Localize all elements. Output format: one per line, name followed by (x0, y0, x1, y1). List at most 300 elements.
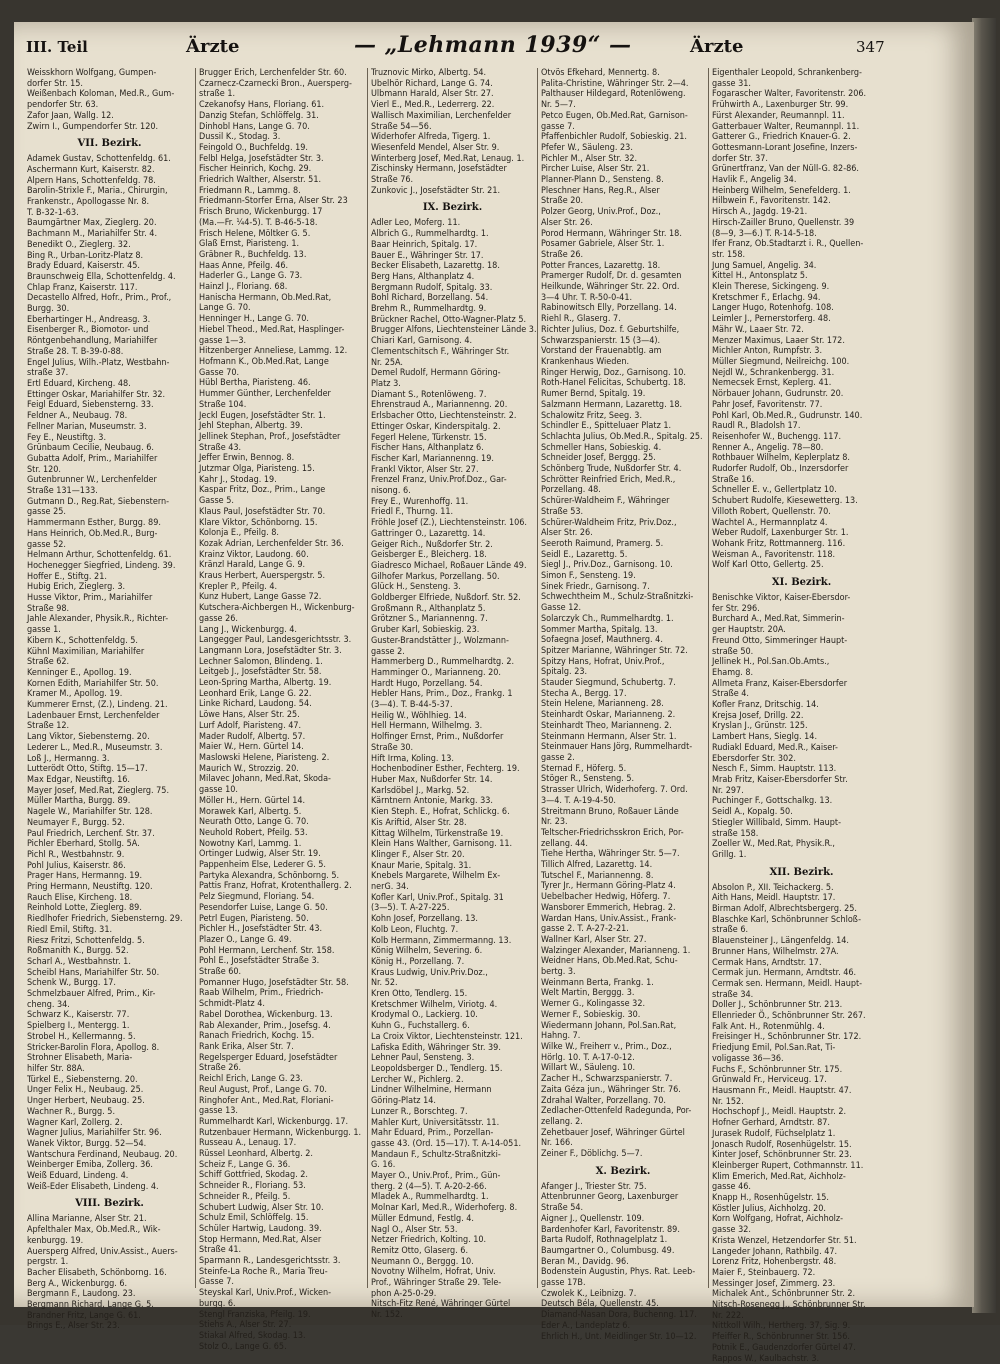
directory-entry: Decastello Alfred, Hofr., Prim., Prof., (27, 293, 172, 304)
directory-entry: Planner-Plann D., Sensteng. 8. (541, 175, 664, 186)
directory-entry: Mayer Josef, Med.Rat, Zieglerg. 75. (27, 785, 170, 796)
directory-entry: Gruber Karl, Sobieskig. 23. (371, 625, 480, 636)
directory-entry: Zwirn I., Gumpendorfer Str. 120. (27, 121, 159, 132)
directory-entry: Novotny Wilhelm, Hofrat, Univ. (371, 1267, 496, 1278)
directory-entry: Straße 104. (199, 399, 247, 410)
directory-entry: Fogarascher Walter, Favoritenstr. 206. (712, 89, 867, 100)
directory-entry: Klim Emerich, Med.Rat, Aichholz- (712, 1171, 846, 1182)
directory-entry: Cermak sen. Hermann, Meidl. Haupt- (712, 978, 863, 989)
directory-entry: burgg. 6. (199, 1298, 236, 1309)
directory-entry: Leitgeb J., Josefstädter Str. 58. (199, 667, 322, 678)
directory-entry: Weber Rudolf, Laxenburger Str. 1. (712, 528, 849, 539)
directory-entry: Karlsdöbel J., Markg. 52. (371, 785, 470, 796)
directory-entry: Gräbner R., Buchfeldg. 13. (199, 249, 307, 260)
directory-entry: Kozak Adrian, Lerchenfelder Str. 36. (199, 538, 344, 549)
directory-entry: Hoffer E., Stiftg. 21. (27, 571, 107, 582)
column-5 (708, 68, 894, 1364)
directory-entry: Schulz Emil, Schlöffelg. 15. (199, 1213, 309, 1224)
directory-entry: Pelz Siegmund, Floriang. 54. (199, 892, 315, 903)
directory-entry: gasse 31. (712, 78, 751, 89)
directory-entry: Schenk W., Burgg. 17. (27, 978, 116, 989)
directory-entry: Ortinger Ludwig, Alser Str. 19. (199, 849, 321, 860)
directory-entry: Hofmann K., Ob.Med.Rat, Lange (199, 356, 329, 367)
directory-entry: Gubatta Adolf, Prim., Mariahilfer (27, 453, 158, 464)
directory-entry: Wachner R., Burgg. 5. (27, 1106, 116, 1117)
directory-entry: Truznovic Mirko, Albertg. 54. (371, 68, 487, 78)
directory-entry: Ubelhör Richard, Lange G. 74. (371, 78, 493, 89)
directory-entry: str. 158. (712, 249, 746, 260)
directory-entry: Türkel E., Siebensterng. 20. (27, 1074, 138, 1085)
directory-entry: Stricker-Barolin Flora, Apollog. 8. (27, 1042, 160, 1053)
directory-entry: Ehamg. 8. (712, 667, 754, 678)
directory-entry: Scheiz F., Lange G. 36. (199, 1159, 291, 1170)
directory-entry: Klinger F., Alser Str. 20. (371, 849, 465, 860)
directory-entry: Hebler Hans, Prim., Doz., Frankg. 1 (371, 689, 513, 700)
directory-entry: Pleschner Hans, Reg.R., Alser (541, 185, 660, 196)
directory-entry: Knaur Marie, Spitalg. 31. (371, 860, 472, 871)
directory-entry: Rummelhardt Karl, Wickenburgg. 17. (199, 1116, 349, 1127)
directory-entry: Pesendorfer Luise, Lange G. 50. (199, 902, 328, 913)
directory-entry: Hübl Bertha, Piaristeng. 46. (199, 378, 311, 389)
directory-entry: Hörlg. 10. T. A-17-0-12. (541, 1052, 635, 1063)
directory-entry: hilfer Str. 88A. (27, 1063, 85, 1074)
directory-entry: Rabinowitsch Elly, Porzellang. 14. (541, 303, 677, 314)
directory-entry: Becker Elisabeth, Lazarettg. 18. (371, 261, 500, 272)
directory-entry: Kuhn G., Fuchstallerg. 6. (371, 1021, 470, 1032)
directory-entry: Zacher H., Schwarzspanierstr. 7. (541, 1074, 673, 1085)
directory-entry: Jellinek Stephan, Prof., Josefstädter (199, 431, 341, 442)
directory-entry: Chiari Karl, Garnisong. 4. (371, 336, 473, 347)
directory-entry: Straße 131—133. (27, 486, 98, 497)
directory-entry: Knebels Margarete, Wilhelm Ex- (371, 871, 501, 882)
directory-entry: Geiger Rich., Nußdorfer Str. 2. (371, 539, 493, 550)
directory-entry: Weiß-Eder Elisabeth, Lindeng. 4. (27, 1181, 159, 1192)
directory-entry: Lutterödt Otto, Stiftg. 15—17. (27, 764, 148, 775)
directory-entry: Frankenstr., Apollogasse Nr. 8. (27, 197, 150, 208)
directory-entry: Jellinek H., Pol.San.Ob.Amts., (712, 657, 830, 668)
directory-entry: Pohl E., Josefstädter Straße 3. (199, 956, 320, 967)
directory-entry: Ellenrieder Ö., Schönbrunner Str. 267. (712, 1011, 866, 1022)
directory-entry: Remitz Otto, Glaserg. 6. (371, 1245, 469, 1256)
directory-entry: gasse 17B. (541, 1278, 586, 1289)
directory-entry: Russeau A., Lenaug. 17. (199, 1138, 297, 1149)
directory-entry: Hainzl J., Floriang. 68. (199, 282, 288, 293)
district-heading: IX. Bezirk. (422, 202, 483, 214)
directory-entry: voligasse 36—36. (712, 1053, 784, 1064)
directory-entry: Kinter Josef, Schönbrunner Str. 23. (712, 1150, 852, 1161)
directory-entry: Kren Otto, Tendlerg. 15. (371, 989, 468, 1000)
directory-entry: straße 6. (712, 925, 749, 936)
directory-entry: Nr. 152. (712, 1096, 744, 1107)
directory-entry: Falk Ant. H., Rotenmühlg. 4. (712, 1021, 825, 1032)
directory-entry: Straße 53. (541, 506, 584, 517)
directory-entry: Kaspar Fritz, Doz., Prim., Lange (199, 485, 326, 496)
directory-entry: Alser Str. 26. (541, 528, 593, 539)
directory-entry: Mladek A., Rummelhardtg. 1. (371, 1192, 489, 1203)
directory-entry: Straße 76. (371, 175, 414, 186)
directory-entry: Aschermann Kurt, Kaiserstr. 82. (27, 164, 155, 175)
directory-entry: Straße 30. (371, 742, 414, 753)
directory-entry: Zunkovic J., Josefstädter Str. 21. (371, 185, 501, 196)
directory-entry: Weidner Hans, Ob.Med.Rat, Schu- (541, 956, 678, 967)
directory-entry: Straße 20. (541, 196, 584, 207)
directory-entry: Lercher W., Pichlerg. 2. (371, 1074, 464, 1085)
directory-entry: Hilbwein F., Favoritenstr. 142. (712, 196, 831, 207)
directory-entry: Hammermann Esther, Burgg. 89. (27, 518, 161, 529)
listing-columns (14, 68, 974, 1364)
directory-entry: Klare Viktor, Schönborng. 15. (199, 517, 318, 528)
directory-entry: Alpern Hans, Schottenfeldg. 78. (27, 175, 156, 186)
directory-entry: Hirsch A., Jagdg. 19-21. (712, 207, 808, 218)
directory-entry: Lafiska Edith, Währinger Str. 39. (371, 1042, 501, 1053)
directory-entry: Pichler M., Alser Str. 32. (541, 153, 638, 164)
directory-entry: Kraus Ludwig, Univ.Priv.Doz., (371, 967, 488, 978)
directory-entry: Ringhofer Ant., Med.Rat, Floriani- (199, 1095, 334, 1106)
directory-entry: Wagner Julius, Mariahilfer Str. 96. (27, 1128, 162, 1139)
directory-entry: Krista Wenzel, Hetzendorfer Str. 51. (712, 1235, 857, 1246)
directory-entry: (3—5). T. A-27-225. (371, 903, 450, 914)
directory-entry: Engel Julius, Wilh.-Platz, Westbahn- (27, 357, 170, 368)
directory-entry: gasse 2. (541, 753, 575, 763)
directory-entry: Kis Ariftid, Alser Str. 28. (371, 817, 467, 828)
directory-entry: Mähr W., Laaer Str. 72. (712, 324, 804, 335)
directory-entry: G. 16. (371, 1160, 396, 1171)
directory-entry: Hochenegger Siegfried, Lindeng. 39. (27, 560, 176, 571)
directory-entry: Lurf Adolf, Piaristeng. 47. (199, 720, 302, 731)
directory-entry: Kittel H., Antonsplatz 5. (712, 271, 808, 282)
directory-entry: 3—4 Uhr. T. R-50-0-41. (541, 292, 633, 303)
directory-entry: Diamand-Nasan Dora, Buchenng. 117. (541, 1310, 697, 1321)
directory-entry: pendorfer Str. 63. (27, 100, 99, 111)
directory-entry: Nr. 5—7. (541, 100, 576, 111)
page-header (14, 32, 974, 62)
directory-entry: Steinfe-La Roche R., Maria Treu- (199, 1266, 328, 1277)
directory-entry: Hitzenberger Anneliese, Lammg. 12. (199, 346, 348, 357)
directory-entry: Mandaun F., Schultz-Straßnitzki- (371, 1149, 501, 1160)
directory-entry: Reul August, Prof., Lange G. 70. (199, 1084, 327, 1095)
directory-entry: nerG. 34. (371, 882, 409, 893)
directory-entry: (Ma.—Fr. ¼4-5). T. B-46-5-18. (199, 217, 318, 228)
directory-entry: Brugger Erich, Lerchenfelder Str. 60. (199, 68, 347, 78)
directory-entry: Diamant S., Rotenlöweng. 7. (371, 389, 487, 400)
directory-entry: Czarnecz-Czarnecki Bron., Auersperg- (199, 78, 352, 89)
directory-entry: Löwe Hans, Alser Str. 25. (199, 710, 300, 721)
directory-entry: Henninger H., Lange G. 70. (199, 314, 309, 325)
directory-entry: Dinhobl Hans, Lange G. 70. (199, 121, 310, 132)
directory-entry: Ulbmann Harald, Alser Str. 27. (371, 89, 494, 100)
directory-entry: Rab Alexander, Prim., Josefsg. 4. (199, 1020, 331, 1031)
directory-entry: Pramerger Rudolf, Dr. d. gesamten (541, 271, 682, 282)
directory-entry: Pohl Hermann, Lerchenf. Str. 158. (199, 945, 335, 956)
directory-entry: Neumann O., Berggg. 10. (371, 1256, 474, 1267)
directory-entry: Rüssel Leonhard, Albertg. 2. (199, 1149, 313, 1160)
directory-entry: Nr. 166. (541, 1138, 573, 1149)
directory-entry: Gasse 7. (199, 1277, 234, 1288)
directory-entry: König Wilhelm, Severing. 6. (371, 946, 483, 957)
directory-entry: Ertl Eduard, Kircheng. 48. (27, 378, 131, 389)
directory-entry: Alser Str. 26. (541, 217, 593, 228)
directory-entry: Heilig W., Wöhlhieg. 14. (371, 710, 467, 721)
directory-entry: Lambert Hans, Sieglg. 14. (712, 732, 818, 743)
directory-entry: Brugger Alfons, Liechtensteiner Lände 3. (371, 325, 537, 336)
directory-entry: Regelsperger Eduard, Josefstädter (199, 1052, 338, 1063)
directory-entry: Wiesenfeld Mendel, Alser Str. 9. (371, 142, 500, 153)
directory-entry: Uebelbacher Hedwig, Höferg. 7. (541, 892, 671, 903)
directory-entry: Doller J., Schönbrunner Str. 213. (712, 1000, 843, 1011)
directory-entry: Nagele W., Mariahilfer Str. 128. (27, 807, 153, 818)
directory-entry: Kenninger E., Apollog. 19. (27, 667, 132, 678)
directory-entry: Pohl Julius, Kaiserstr. 86. (27, 860, 126, 871)
book-title: — „Lehmann 1939“ — (354, 32, 632, 58)
directory-entry: Kretschmer Wilhelm, Viriotg. 4. (371, 999, 498, 1010)
directory-entry: Strobel H., Kellermanng. 5. (27, 1031, 136, 1042)
directory-entry: Krainz Viktor, Laudong. 60. (199, 549, 309, 560)
directory-entry: straße 37. (27, 368, 69, 379)
directory-entry: Berg A., Wickenburgg. 6. (27, 1278, 128, 1289)
directory-entry: Menzer Maximus, Laaer Str. 172. (712, 335, 845, 346)
directory-entry: Grünbaum Cecilie, Neubaug. 6. (27, 443, 154, 454)
directory-entry: Bacher Elisabeth, Schönborng. 16. (27, 1267, 167, 1278)
directory-entry: Reinhold Lotte, Zieglerg. 89. (27, 903, 142, 914)
directory-entry: Gasse 70. (199, 367, 240, 378)
directory-entry: Rutzenbauer Hermann, Wickenburgg. 1. (199, 1127, 362, 1138)
directory-entry: Mader Rudolf, Albertg. 57. (199, 731, 306, 742)
directory-entry: Frühwirth A., Laxenburger Str. 99. (712, 100, 849, 111)
directory-entry: straße 158. (712, 828, 759, 839)
directory-entry: Richter Julius, Doz. f. Geburtshilfe, (541, 324, 680, 335)
directory-entry: Hummer Günther, Lerchenfelder (199, 389, 331, 400)
directory-entry: Gasse 5. (199, 496, 234, 507)
directory-entry: Jehl Stephan, Albertg. 39. (199, 421, 303, 432)
directory-entry: Roth-Hanel Felicitas, Schubertg. 18. (541, 378, 686, 389)
directory-entry: Villoth Robert, Quellenstr. 70. (712, 506, 831, 517)
directory-entry: Straße 41. (199, 1245, 242, 1256)
directory-entry: Freund Otto, Simmeringer Haupt- (712, 635, 848, 646)
directory-entry: Reisenhofer W., Buchengg. 117. (712, 431, 842, 442)
directory-entry: Rabel Dorothea, Wickenburg. 13. (199, 1009, 333, 1020)
directory-entry: Weisskhorn Wolfgang, Gumpen- (27, 68, 157, 78)
directory-entry: Heinberg Wilhelm, Senefelderg. 1. (712, 185, 851, 196)
directory-entry: Sternad F., Höferg. 5. (541, 763, 627, 774)
directory-entry: Lechner Salomon, Blindeng. 1. (199, 656, 323, 667)
directory-entry: Havlik F., Angelig 34. (712, 175, 797, 186)
directory-entry: Scharl A., Westbahnstr. 1. (27, 956, 131, 967)
district-heading: VIII. Bezirk. (75, 1198, 144, 1210)
directory-entry: Ringer Herwig, Doz., Garnisong. 10. (541, 367, 686, 378)
directory-entry: Köstler Julius, Aichholzg. 20. (712, 1203, 826, 1214)
directory-entry: Jeckl Eugen, Josefstädter Str. 1. (199, 410, 326, 421)
directory-entry: Scheibl Hans, Mariahilfer Str. 50. (27, 967, 160, 978)
directory-entry: Cermak Hans, Arndtstr. 17. (712, 957, 822, 968)
directory-entry: Siegl J., Priv.Doz., Garnisong. 10. (541, 560, 673, 571)
directory-entry: Klaus Paul, Josefstädter Str. 70. (199, 506, 326, 517)
directory-entry: cheng. 34. (27, 999, 70, 1010)
directory-entry: Maurich W., Strozzig. 20. (199, 763, 299, 774)
directory-entry: Messinger Josef, Zimmerg. 23. (712, 1278, 836, 1289)
directory-entry: Lehner Paul, Sensteng. 3. (371, 1053, 475, 1064)
directory-entry: Krankenhaus Wieden. (541, 356, 630, 367)
directory-entry: Nr. 297. (712, 785, 744, 796)
directory-entry: Frey E., Wurenhoffg. 11. (371, 496, 469, 507)
directory-entry: Pichl R., Westbahnstr. 9. (27, 849, 125, 860)
directory-entry: Steinmann Hermann, Alser Str. 1. (541, 731, 677, 742)
directory-entry: Jurasek Rudolf, Füchselplatz 1. (712, 1128, 836, 1139)
directory-entry: Lorenz Fritz, Hohenbergstr. 48. (712, 1257, 837, 1268)
directory-entry: Frenzel Franz, Univ.Prof.Doz., Gar- (371, 475, 507, 486)
directory-entry: Michler Anton, Rumpfstr. 3. (712, 346, 823, 357)
directory-entry: Langeder Johann, Rathbilg. 47. (712, 1246, 838, 1257)
directory-entry: Riedl Emil, Stiftg. 31. (27, 924, 113, 935)
directory-entry: Bodenstein Augustin, Phys. Rat. Leeb- (541, 1267, 696, 1278)
directory-entry: gasse 32. (712, 1225, 751, 1236)
directory-entry: Röntgenbehandlung, Mariahilfer (27, 336, 158, 347)
directory-entry: Müller Siegmund, Neilreichg. 100. (712, 356, 850, 367)
directory-entry: Otvös Efkehard, Mennertg. 8. (541, 68, 660, 78)
directory-entry: Bohl Richard, Borzellang. 54. (371, 293, 489, 304)
directory-entry: Goldberger Elfriede, Nußdorf. Str. 52. (371, 593, 521, 604)
directory-entry: Apfelthaler Max, Ob.Med.R., Wik- (27, 1225, 161, 1236)
directory-entry: Friedl F., Thurng. 11. (371, 507, 454, 518)
directory-entry: Kränzl Harald, Lange G. 9. (199, 560, 306, 571)
directory-entry: Bergmann F., Laudong. 23. (27, 1289, 136, 1300)
directory-entry: Leonhard Erik, Lange G. 22. (199, 688, 312, 699)
directory-entry: Haas Anne, Pfeilg. 46. (199, 260, 289, 271)
directory-entry: Rappos W., Kaulbachstr. 3. (712, 1353, 820, 1364)
directory-entry: Weißenbach Koloman, Med.R., Gum- (27, 89, 175, 100)
directory-entry: Grillg. 1. (712, 849, 747, 860)
directory-entry: Feigl Eduard, Siebensterng. 33. (27, 400, 154, 411)
directory-entry: Auersperg Alfred, Univ.Assist., Auers- (27, 1246, 178, 1257)
directory-entry: ger Hauptstr. 20A. (712, 625, 786, 636)
directory-entry: Schlachta Julius, Ob.Med.R., Spitalg. 25. (541, 431, 703, 442)
directory-entry: Schalowitz Fritz, Seeg. 3. (541, 410, 643, 421)
directory-entry: Palita-Christine, Währinger Str. 2—4. (541, 78, 689, 89)
directory-entry: Mrab Fritz, Kaiser-Ebersdorfer Str. (712, 775, 848, 785)
directory-entry: Fischer Karl, Mariannenng. 19. (371, 453, 494, 464)
directory-entry: Neurath Otto, Lange G. 70. (199, 817, 309, 828)
directory-entry: Straße 98. (27, 603, 70, 614)
directory-entry: Kretschmer F., Erlachg. 94. (712, 292, 821, 303)
directory-entry: Göring-Platz 14. (371, 1096, 436, 1107)
directory-entry: Tillich Alfred, Lazarettg. 14. (541, 860, 653, 871)
directory-entry: Stein Helene, Marianneng. 28. (541, 699, 664, 710)
directory-entry: Bergmann Richard, Lange G. 5. (27, 1300, 154, 1311)
directory-entry: Linke Richard, Laudong. 54. (199, 699, 312, 710)
directory-entry: Nr. 23. (541, 817, 568, 828)
directory-entry: Brunner Hans, Wilhelmstr. 27A. (712, 946, 839, 957)
directory-entry: Lang Viktor, Siebensterng. 20. (27, 732, 150, 743)
directory-entry: Potter Frances, Lazarettg. 18. (541, 260, 661, 271)
directory-entry: Zehetbauer Josef, Währinger Gürtel (541, 1127, 685, 1138)
directory-entry: Wardan Hans, Univ.Assist., Frank- (541, 913, 677, 924)
directory-entry: Wanek Viktor, Burgg. 52—54. (27, 1138, 147, 1149)
directory-entry: Hammerberg D., Rummelhardtg. 2. (371, 657, 515, 668)
directory-entry: Schwarz K., Kaiserstr. 77. (27, 1010, 130, 1021)
directory-entry: Nagl O., Alser Str. 53. (371, 1224, 458, 1235)
directory-entry: Maier W., Hern. Gürtel 14. (199, 742, 304, 753)
directory-entry: Max Edgar, Neustiftg. 16. (27, 775, 130, 785)
directory-entry: Kolb Leon, Fluchtg. 7. (371, 924, 459, 935)
directory-entry: Korn Wolfgang, Hofrat, Aichholz- (712, 1214, 844, 1225)
directory-entry: Renner A., Angelig. 78—80. (712, 442, 824, 453)
directory-entry: Pfeiffer R., Schönbrunner Str. 156. (712, 1332, 850, 1343)
directory-entry: Frankl Viktor, Alser Str. 27. (371, 464, 479, 475)
directory-entry: Werner F., Sobieskig. 30. (541, 1009, 641, 1020)
directory-entry: straße 1. (199, 89, 236, 100)
directory-entry: Czekanofsy Hans, Floriang. 61. (199, 100, 325, 111)
directory-entry: Nr. 222. (712, 1310, 744, 1321)
directory-entry: Gutmann D., Reg.Rat, Siebenstern- (27, 496, 170, 507)
directory-entry: Seidl E., Lazarettg. 5. (541, 549, 628, 560)
directory-entry: Fellner Marian, Museumstr. 3. (27, 421, 147, 432)
directory-entry: Barta Rudolf, Rothnagelplatz 1. (541, 1235, 668, 1246)
directory-entry: Wagner Karl, Zollerg. 2. (27, 1117, 123, 1128)
directory-entry: Hochenbodiner Esther, Fechterg. 19. (371, 764, 520, 775)
directory-entry: Hell Hermann, Wilhelmg. 3. (371, 721, 483, 732)
directory-entry: dorfer Str. 15. (27, 78, 83, 89)
directory-entry: Straße 16. (712, 474, 755, 485)
directory-entry: Wantschura Ferdinand, Neubaug. 20. (27, 1149, 178, 1160)
directory-entry: Welt Martin, Berggg. 3. (541, 988, 635, 999)
directory-entry: Friedmann R., Lammg. 8. (199, 185, 301, 196)
directory-entry: Palthauser Hildegard, Rotenlöweng. (541, 89, 686, 100)
directory-entry: Baar Heinrich, Spitalg. 17. (371, 239, 478, 250)
directory-entry: gasse 52. (27, 539, 66, 550)
directory-entry: Langegger Paul, Landesgerichtsstr. 3. (199, 635, 352, 646)
directory-entry: Nowotny Karl, Lammg. 1. (199, 838, 302, 849)
directory-entry: Fröhle Josef (Z.), Liechtensteinstr. 106. (371, 518, 527, 529)
directory-entry: Kummerer Ernst, (Z.), Lindeng. 21. (27, 700, 168, 711)
directory-entry: Danzig Stefan, Schlöffelg. 31. (199, 110, 319, 121)
directory-entry: Geisberger E., Bleicherg. 18. (371, 550, 487, 561)
directory-entry: Pappenheim Else, Lederer G. 5. (199, 860, 326, 871)
directory-entry: Pahr Josef, Favoritenstr. 77. (712, 399, 823, 410)
directory-entry: Lindner Wilhelmine, Hermann (371, 1085, 492, 1096)
directory-entry: Unger Felix H., Neubaug. 25. (27, 1085, 144, 1096)
directory-entry: Husse Viktor, Prim., Mariahilfer (27, 593, 153, 604)
directory-entry: Pomanner Hugo, Josefstädter Str. 58. (199, 977, 349, 988)
directory-entry: Spitalg. 23. (541, 667, 588, 678)
directory-entry: Prof., Währinger Straße 29. Tele- (371, 1278, 502, 1289)
directory-entry: Steinhardt Oskar, Marianneng. 2. (541, 710, 676, 721)
directory-entry: Demel Rudolf, Hermann Göring- (371, 368, 501, 379)
directory-entry: Ehrlich H., Unt. Meidlinger Str. 10—12. (541, 1331, 697, 1342)
directory-entry: Lunzer R., Borschteg. 7. (371, 1106, 468, 1117)
directory-entry: Leon-Spring Martha, Albertg. 19. (199, 678, 332, 689)
directory-entry: Brady Eduard, Kaiserstr. 45. (27, 261, 140, 272)
directory-entry: Eisenberger R., Biomotor- und (27, 325, 149, 336)
directory-page (14, 22, 974, 1364)
directory-entry: Müller Martha, Burgg. 89. (27, 796, 131, 807)
directory-entry: Langer Hugo, Rotenhofg. 108. (712, 303, 834, 314)
directory-entry: Fürst Alexander, Reumannpl. 11. (712, 110, 845, 121)
directory-entry: Benischke Viktor, Kaiser-Ebersdor- (712, 593, 851, 604)
directory-entry: Kühnl Maximilian, Mariahilfer (27, 646, 145, 657)
directory-entry: Posamer Gabriele, Alser Str. 1. (541, 239, 665, 250)
directory-entry: Allina Marianne, Alser Str. 21. (27, 1214, 147, 1225)
directory-entry: Rauch Elise, Kircheng. 18. (27, 892, 133, 903)
directory-entry: Hahng. 7. (541, 1031, 581, 1042)
directory-entry: Prager Hans, Hermanng. 19. (27, 871, 143, 882)
directory-entry: Schwechtheim M., Schulz-Straßnitzki- (541, 592, 694, 603)
directory-entry: Willart W., Säuleng. 10. (541, 1063, 636, 1074)
directory-entry: Schneider R., Floriang. 53. (199, 1181, 306, 1192)
district-heading: XI. Bezirk. (771, 577, 832, 589)
directory-entry: Bauer E., Währinger Str. 17. (371, 250, 484, 261)
directory-entry: Rudiakl Eduard, Med.R., Kaiser- (712, 742, 838, 753)
directory-entry: Wallner Karl, Alser Str. 27. (541, 934, 647, 945)
directory-entry: Werner G., Kolingasse 32. (541, 999, 646, 1010)
